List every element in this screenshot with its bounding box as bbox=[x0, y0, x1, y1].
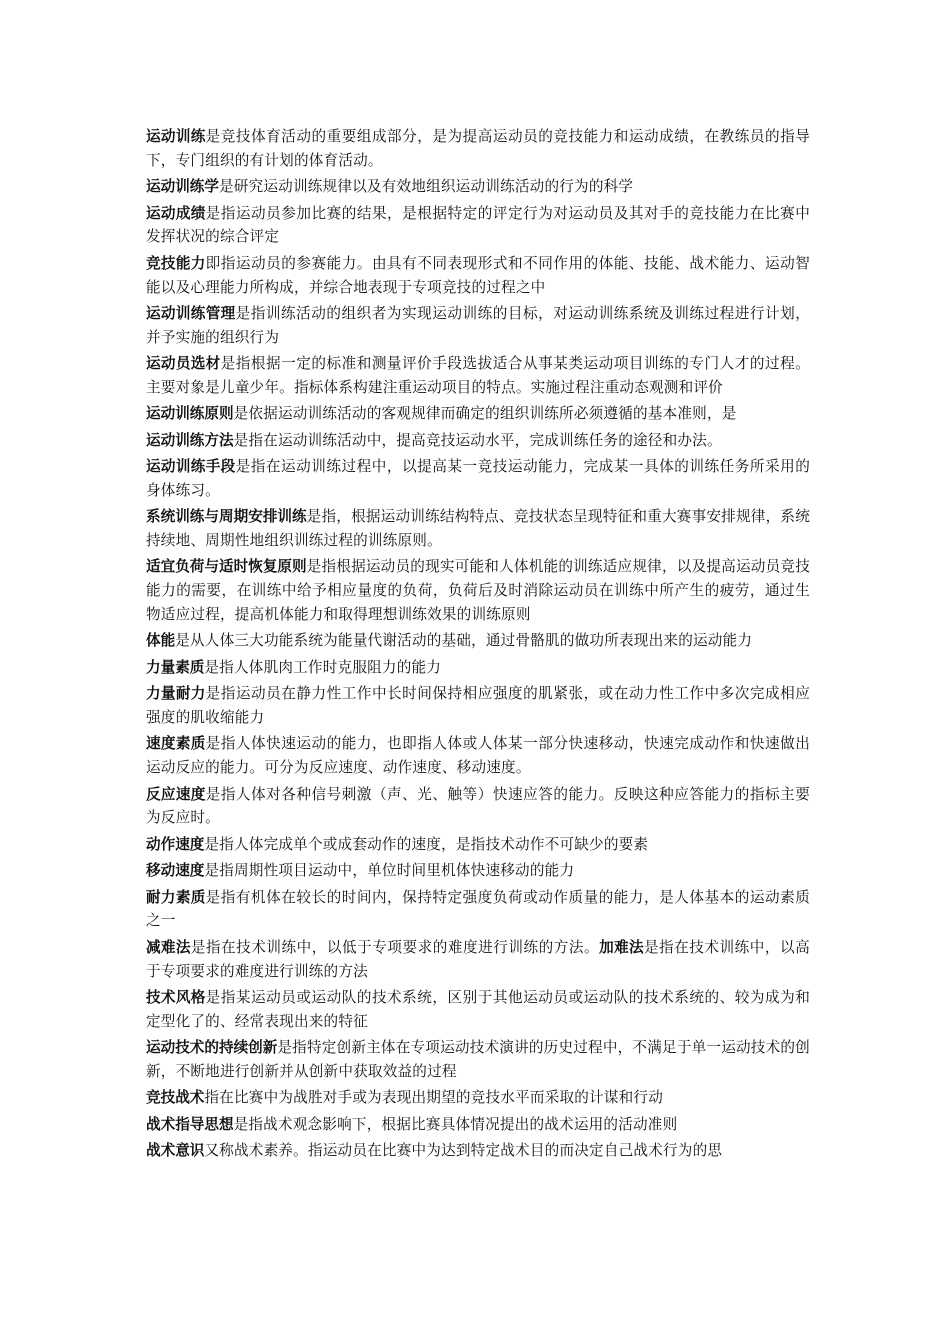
definition-entry bbox=[146, 302, 810, 350]
definition-term: 力量素质 bbox=[146, 658, 205, 676]
definition-term: 竞技能力 bbox=[146, 254, 206, 272]
definition-term: 运动成绩 bbox=[146, 204, 206, 222]
definition-text: 是指战术观念影响下，根据比赛具体情况提出的战术运用的活动准则 bbox=[233, 1115, 678, 1133]
definition-entry bbox=[146, 986, 810, 1034]
definition-text: 是指在运动训练活动中，提高竞技运动水平，完成训练任务的途径和办法。 bbox=[233, 431, 722, 449]
definition-term: 反应速度 bbox=[146, 785, 206, 803]
definition-text: 是指运动员参加比赛的结果，是根据特定的评定行为对运动员及其对手的竞技能力在比赛中发挥状况的综合评定 bbox=[146, 204, 810, 246]
definition-term: 加难法 bbox=[599, 938, 644, 956]
definition-term: 体能 bbox=[146, 632, 176, 650]
definition-term: 运动训练方法 bbox=[146, 431, 234, 449]
definition-entry bbox=[146, 783, 810, 831]
definition-term: 运动技术的持续创新 bbox=[146, 1039, 278, 1057]
definition-term: 系统训练与周期安排训练 bbox=[146, 508, 307, 526]
definition-text: 是指周期性项目运动中，单位时间里机体快速移动的能力 bbox=[204, 862, 575, 880]
definition-entry bbox=[146, 455, 810, 503]
definition-text: 是指，根据运动训练结构特点、竞技状态呈现特征和重大赛事安排规律，系统持续地、周期性地组织训练过程的训练原则。 bbox=[146, 508, 810, 550]
definition-term: 运动训练学 bbox=[146, 178, 219, 196]
definition-term: 战术指导思想 bbox=[146, 1115, 234, 1133]
definition-term: 耐力素质 bbox=[146, 888, 206, 906]
definition-text: 是竞技体育活动的重要组成部分，是为提高运动员的竞技能力和运动成绩，在教练员的指导下，专门组织的有计划的体育活动。 bbox=[146, 128, 810, 169]
definition-entry bbox=[146, 125, 810, 173]
definition-text: 是指在运动训练过程中，以提高某一竞技运动能力，完成某一具体的训练任务所采用的身体练习。 bbox=[146, 458, 810, 499]
definition-text: 是指人体完成单个或成套动作的速度，是指技术动作不可缺少的要素 bbox=[204, 835, 649, 853]
definition-entry bbox=[146, 629, 810, 653]
definition-term: 移动速度 bbox=[146, 862, 205, 880]
definition-term: 速度素质 bbox=[146, 735, 206, 753]
definition-term: 运动训练手段 bbox=[146, 458, 236, 476]
definition-term: 战术意识 bbox=[146, 1142, 205, 1160]
definition-term: 竞技战术 bbox=[146, 1089, 205, 1107]
definition-entry bbox=[146, 886, 810, 934]
definition-text: 是指人体对各种信号刺激（声、光、触等）快速应答的能力。反映这种应答能力的指标主要为反应时。 bbox=[146, 785, 810, 827]
definition-text: 是依据运动训练活动的客观规律而确定的组织训练所必须遵循的基本准则，是 bbox=[233, 405, 737, 423]
definition-entry bbox=[146, 202, 810, 250]
definition-text: 是指特定创新主体在专项运动技术演讲的历史过程中，不满足于单一运动技术的创新，不断地进行创新并从创新中获取效益的过程 bbox=[146, 1039, 810, 1080]
definition-entry bbox=[146, 1139, 810, 1163]
definition-entry bbox=[146, 429, 810, 453]
definition-text: 是指某运动员或运动队的技术系统，区别于其他运动员或运动队的技术系统的、较为成为和定型化了的、经常表现出来的特征 bbox=[146, 988, 810, 1030]
definition-entry bbox=[146, 555, 810, 626]
definition-entry bbox=[146, 505, 810, 553]
definition-entry bbox=[146, 936, 810, 984]
definition-term: 技术风格 bbox=[146, 988, 206, 1006]
definition-entry bbox=[146, 833, 810, 857]
definition-entry bbox=[146, 175, 810, 199]
definition-entry bbox=[146, 682, 810, 730]
definition-entry bbox=[146, 656, 810, 680]
definition-term: 力量耐力 bbox=[146, 685, 206, 703]
definition-text: 是指在技术训练中，以高于专项要求的难度进行训练的方法 bbox=[146, 938, 810, 980]
definition-entry bbox=[146, 1036, 810, 1084]
definition-entry bbox=[146, 252, 810, 300]
definition-text: 是指根据运动员的现实可能和人体机能的训练适应规律，以及提高运动员竞技能力的需要，在训练中给予相应量度的负荷，负荷后及时消除运动员在训练中所产生的疲劳，通过生物适应过程，提高机体能力和取得理想训练效果的训练原则 bbox=[146, 558, 810, 624]
definition-text: 是指人体肌肉工作时克服阻力的能力 bbox=[204, 658, 442, 676]
definition-text: 是指有机体在较长的时间内，保持特定强度负荷或动作质量的能力，是人体基本的运动素质之一 bbox=[146, 888, 810, 930]
definition-term: 运动训练原则 bbox=[146, 405, 234, 423]
definition-term: 运动训练 bbox=[146, 128, 206, 145]
definition-term: 动作速度 bbox=[146, 835, 205, 853]
definition-text: 是研究运动训练规律以及有效地组织运动训练活动的行为的科学 bbox=[218, 178, 634, 196]
definition-entry bbox=[146, 732, 810, 780]
definition-text: 又称战术素养。指运动员在比赛中为达到特定战术目的而决定自己战术行为的思 bbox=[204, 1142, 723, 1160]
document-body bbox=[146, 125, 810, 1166]
definition-term: 适宜负荷与适时恢复原则 bbox=[146, 558, 307, 576]
definition-text: 是指在技术训练中，以低于专项要求的难度进行训练的方法。 bbox=[190, 938, 600, 956]
definition-entry bbox=[146, 402, 810, 426]
definition-text: 是指运动员在静力性工作中长时间保持相应强度的肌紧张，或在动力性工作中多次完成相应强度的肌收缩能力 bbox=[146, 685, 810, 727]
definition-text: 是指人体快速运动的能力，也即指人体或人体某一部分快速移动，快速完成动作和快速做出运动反应的能力。可分为反应速度、动作速度、移动速度。 bbox=[146, 735, 810, 777]
definition-entry bbox=[146, 859, 810, 883]
definition-text: 指在比赛中为战胜对手或为表现出期望的竞技水平而采取的计谋和行动 bbox=[204, 1089, 663, 1107]
definition-text: 是指训练活动的组织者为实现运动训练的目标，对运动训练系统及训练过程进行计划，并予实施的组织行为 bbox=[146, 304, 810, 346]
definition-text: 即指运动员的参赛能力。由具有不同表现形式和不同作用的体能、技能、战术能力、运动智能以及心理能力所构成，并综合地表现于专项竞技的过程之中 bbox=[146, 254, 810, 296]
definition-text: 是从人体三大功能系统为能量代谢活动的基础，通过骨骼肌的做功所表现出来的运动能力 bbox=[175, 632, 753, 650]
definition-entry bbox=[146, 1086, 810, 1110]
definition-entry bbox=[146, 1113, 810, 1137]
definition-term: 减难法 bbox=[146, 938, 191, 956]
definition-term: 运动训练管理 bbox=[146, 304, 236, 322]
definition-entry bbox=[146, 352, 810, 400]
definition-term: 运动员选材 bbox=[146, 355, 221, 373]
definition-text: 是指根据一定的标准和测量评价手段选拔适合从事某类运动项目训练的专门人才的过程。主要对象是儿童少年。指标体系构建注重运动项目的特点。实施过程注重动态观测和评价 bbox=[146, 355, 810, 396]
